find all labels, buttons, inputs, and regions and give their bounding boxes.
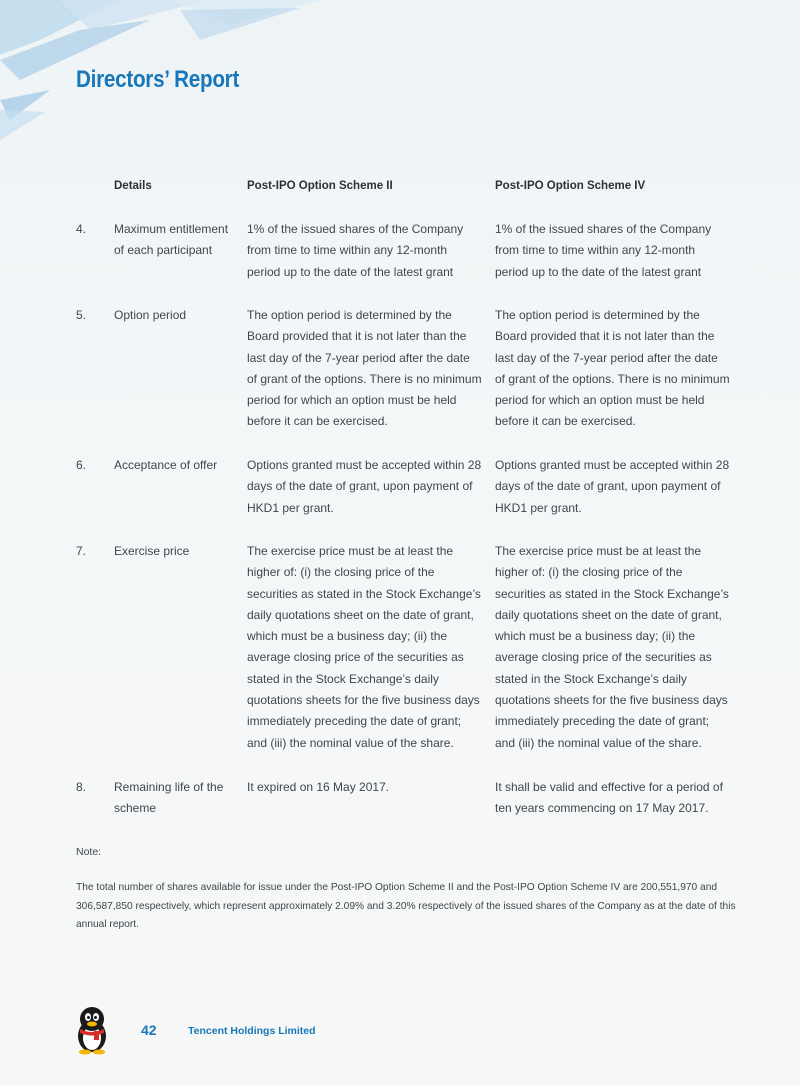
note-label: Note: [76,846,102,858]
row-detail: Option period [114,308,187,322]
company-name: Tencent Holdings Limited [188,1025,316,1037]
row-scheme-iv: It shall be valid and effective for a period of ten years commencing on 17 May 2017. [495,780,723,816]
row-number: 6. [76,458,87,472]
row-detail: Remaining life of the scheme [114,780,224,816]
row-detail: Exercise price [114,544,190,558]
page-title: Directors’ Report [76,66,240,93]
row-scheme-iv: The option period is determined by the Board provided that it is not later than the last day of the 7-year period after the date of grant of the options. There is no minimum period for which an option must be held before it can be exercised. [495,308,730,429]
row-scheme-iv: Options granted must be accepted within 28 days of the date of grant, upon payment of HKD1 per grant. [495,458,730,515]
page-number: 42 [141,1022,157,1038]
row-number: 7. [76,544,87,558]
row-scheme-iv: The exercise price must be at least the higher of: (i) the closing price of the securities as stated in the Stock Exchange’s daily quotations sheet on the date of grant, which must be a business day; (ii) the average closing price of the securities as stated in the Stock Exchange’s daily quotations sheets for the five business days immediately preceding the date of grant; and (iii) the nominal value of the share. [495,544,729,750]
row-number: 5. [76,308,87,322]
penguin-logo-icon [72,1005,112,1055]
row-scheme-ii: Options granted must be accepted within 28 days of the date of grant, upon payment of HKD1 per grant. [247,458,482,515]
row-scheme-ii: It expired on 16 May 2017. [247,780,390,794]
row-number: 8. [76,780,87,794]
column-header-details: Details [114,180,152,192]
column-header-scheme-ii: Post-IPO Option Scheme II [247,180,393,192]
row-detail: Acceptance of offer [114,458,218,472]
row-scheme-ii: The option period is determined by the Board provided that it is not later than the last day of the 7-year period after the date of grant of the options. There is no minimum period for which an option must be held before it can be exercised. [247,308,482,429]
column-header-scheme-iv: Post-IPO Option Scheme IV [495,180,646,192]
row-scheme-ii: The exercise price must be at least the higher of: (i) the closing price of the securities as stated in the Stock Exchange’s daily quotations sheet on the date of grant, which must be a business day; (ii) the average closing price of the securities as stated in the Stock Exchange’s daily quotations sheets for the five business days immediately preceding the date of grant; and (iii) the nominal value of the share. [247,544,481,750]
row-detail: Maximum entitlement of each participant [114,222,229,258]
note-text: The total number of shares available for issue under the Post-IPO Option Scheme II and the Post-IPO Option Scheme IV are 200,551,970 and 306,587,850 respectively, which represent approximately 2.09% and 3.20% respectively of the issued shares of the Company as at the date of this annual report. [76,882,736,931]
row-scheme-ii: 1% of the issued shares of the Company from time to time within any 12-month period up to the date of the latest grant [247,222,464,279]
row-scheme-iv: 1% of the issued shares of the Company from time to time within any 12-month period up to the date of the latest grant [495,222,712,279]
row-number: 4. [76,222,87,236]
